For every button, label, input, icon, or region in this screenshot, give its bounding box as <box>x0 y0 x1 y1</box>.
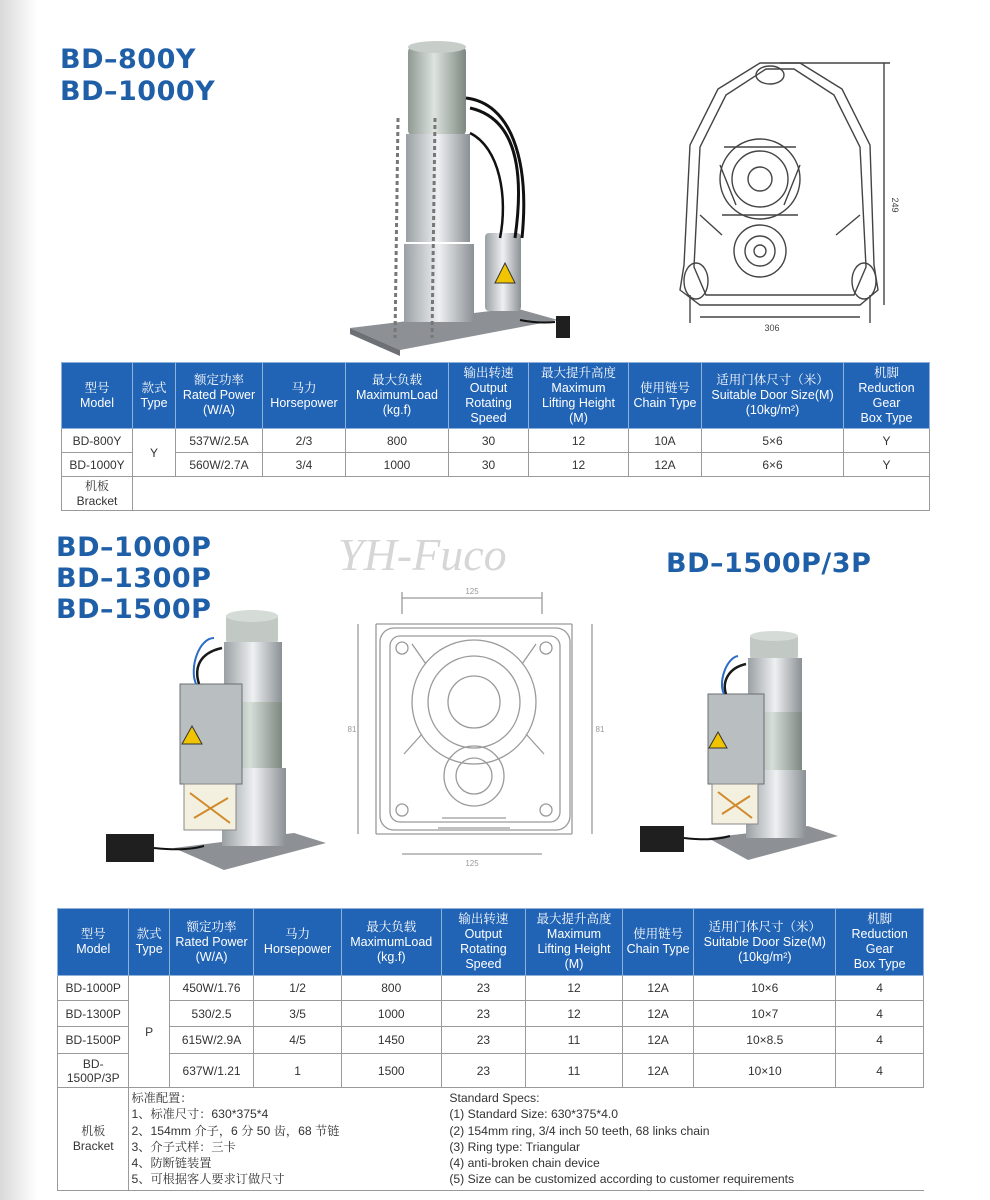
motor-p-image <box>104 608 334 883</box>
model-title-bd1500p-3p: BD–1500P/3P <box>666 548 872 579</box>
spec-table-p <box>57 908 924 1191</box>
table2-header-row <box>58 909 924 976</box>
header-output-speed: 输出转速 Output Rotating Speed <box>449 363 529 429</box>
cell-load: 1500 <box>341 1054 441 1088</box>
header-lifting-height: 最大提升高度 Maximum Lifting Height (M) <box>526 909 623 976</box>
cell-speed: 23 <box>441 1027 526 1054</box>
cell-model: BD-1500P <box>58 1027 129 1054</box>
cell-speed: 23 <box>441 1054 526 1088</box>
cell-chain: 12A <box>622 976 693 1001</box>
cell-height: 12 <box>526 1001 623 1027</box>
header-type: 款式 Type <box>129 909 169 976</box>
cell-height: 12 <box>526 976 623 1001</box>
cell-speed: 23 <box>441 976 526 1001</box>
table-row <box>58 1001 924 1027</box>
header-lifting-height: 最大提升高度 Maximum Lifting Height (M) <box>529 363 629 429</box>
cell-door: 6×6 <box>702 453 844 477</box>
cell-model: BD-1000P <box>58 976 129 1001</box>
cell-model: BD-1000Y <box>62 453 133 477</box>
cell-power: 560W/2.7A <box>176 453 263 477</box>
note-zh-line: 4、防断链装置 <box>131 1156 212 1171</box>
cell-door: 10×8.5 <box>694 1027 836 1054</box>
model-title-bd800y: BD–800Y <box>60 44 196 75</box>
table-row <box>58 1027 924 1054</box>
table1-bracket-row <box>62 477 930 511</box>
page-edge-shadow <box>0 0 38 1200</box>
cell-model: BD-800Y <box>62 429 133 453</box>
header-door-size: 适用门体尺寸（米） Suitable Door Size(M) (10kg/m²) <box>694 909 836 976</box>
cell-gear: 4 <box>836 1001 924 1027</box>
header-gear-box: 机脚 Reduction Gear Box Type <box>844 363 930 429</box>
header-max-load: 最大负载 MaximumLoad (kg.f) <box>341 909 441 976</box>
header-max-load: 最大负载 MaximumLoad (kg.f) <box>346 363 449 429</box>
note-zh-line: 3、介子式样：三卡 <box>131 1139 236 1154</box>
cell-hp: 1/2 <box>254 976 342 1001</box>
cell-power: 637W/1.21 <box>169 1054 254 1088</box>
header-chain-type: 使用链号 Chain Type <box>622 909 693 976</box>
drawing1-width-dim: 306 <box>764 323 780 333</box>
cell-door: 10×7 <box>694 1001 836 1027</box>
note-zh-line: 5、可根据客人要求订做尺寸 <box>131 1172 285 1187</box>
header-model: 型号 Model <box>62 363 133 429</box>
table-row <box>58 1054 924 1088</box>
cell-hp: 4/5 <box>254 1027 342 1054</box>
note-zh-line: 标准配置： <box>131 1091 193 1105</box>
cell-gear: Y <box>844 453 930 477</box>
cell-load: 800 <box>346 429 449 453</box>
header-horsepower: 马力 Horsepower <box>263 363 346 429</box>
cell-speed: 23 <box>441 1001 526 1027</box>
spec-table-y <box>61 362 930 511</box>
cell-speed: 30 <box>449 453 529 477</box>
cell-gear: 4 <box>836 1027 924 1054</box>
note-en-line: Standard Specs: <box>449 1091 540 1105</box>
note-en-line: (1) Standard Size: 630*375*4.0 <box>449 1107 619 1122</box>
cell-height: 12 <box>529 453 629 477</box>
header-output-speed: 输出转速 Output Rotating Speed <box>441 909 526 976</box>
gearbox-drawing-y <box>660 55 900 340</box>
cell-height: 11 <box>526 1054 623 1088</box>
note-zh-line: 1、标准尺寸：630*375*4 <box>131 1107 269 1122</box>
note-zh-line: 2、154mm 介子，6 分 50 齿，68 节链 <box>131 1123 340 1138</box>
cell-chain: 12A <box>622 1054 693 1088</box>
cell-gear: 4 <box>836 1054 924 1088</box>
cell-chain: 12A <box>622 1027 693 1054</box>
cell-load: 1000 <box>341 1001 441 1027</box>
drawing2-left-dim: 81 <box>347 725 357 734</box>
cell-load: 1450 <box>341 1027 441 1054</box>
cell-power: 615W/2.9A <box>169 1027 254 1054</box>
cell-model: BD- 1500P/3P <box>58 1054 129 1088</box>
cell-hp: 2/3 <box>263 429 346 453</box>
drawing1-height-dim: 249 <box>890 197 900 213</box>
cell-hp: 1 <box>254 1054 342 1088</box>
cell-type: P <box>129 976 169 1088</box>
table-row <box>62 429 930 453</box>
cell-height: 11 <box>526 1027 623 1054</box>
drawing2-top-dim: 125 <box>465 587 479 596</box>
header-rated-power: 额定功率 Rated Power (W/A) <box>169 909 254 976</box>
model-title-bd1000p: BD–1000P <box>56 532 212 563</box>
cell-power: 530/2.5 <box>169 1001 254 1027</box>
note-en-line: (3) Ring type: Triangular <box>449 1139 581 1154</box>
motor-p3p-image <box>638 628 843 873</box>
header-chain-type: 使用链号 Chain Type <box>629 363 702 429</box>
header-rated-power: 额定功率 Rated Power (W/A) <box>176 363 263 429</box>
header-model: 型号 Model <box>58 909 129 976</box>
cell-hp: 3/5 <box>254 1001 342 1027</box>
table-row <box>62 453 930 477</box>
cell-bracket-content <box>133 477 930 511</box>
cell-gear: 4 <box>836 976 924 1001</box>
header-door-size: 适用门体尺寸（米） Suitable Door Size(M) (10kg/m²) <box>702 363 844 429</box>
header-horsepower: 马力 Horsepower <box>254 909 342 976</box>
header-type: 款式 Type <box>133 363 176 429</box>
table2-bracket-row <box>58 1088 924 1191</box>
note-en-line: (2) 154mm ring, 3/4 inch 50 teeth, 68 links chain <box>449 1123 710 1138</box>
motor-y-image <box>340 38 570 358</box>
cell-door: 5×6 <box>702 429 844 453</box>
model-title-bd1300p: BD–1300P <box>56 563 212 594</box>
notes-english <box>449 1088 923 1191</box>
cell-bracket-label: 机板 Bracket <box>62 477 133 511</box>
cell-type: Y <box>133 429 176 477</box>
cell-power: 450W/1.76 <box>169 976 254 1001</box>
drawing2-bottom-dim: 125 <box>465 859 479 868</box>
note-en-line: (4) anti-broken chain device <box>449 1156 600 1171</box>
cell-door: 10×10 <box>694 1054 836 1088</box>
cell-power: 537W/2.5A <box>176 429 263 453</box>
table-row <box>58 976 924 1001</box>
cell-load: 1000 <box>346 453 449 477</box>
cell-chain: 12A <box>622 1001 693 1027</box>
cell-chain: 12A <box>629 453 702 477</box>
note-en-line: (5) Size can be customized according to customer requirements <box>449 1172 795 1187</box>
cell-height: 12 <box>529 429 629 453</box>
cell-chain: 10A <box>629 429 702 453</box>
section1-title <box>60 44 215 108</box>
cell-load: 800 <box>341 976 441 1001</box>
cell-speed: 30 <box>449 429 529 453</box>
model-title-bd1000y: BD–1000Y <box>60 76 216 107</box>
cell-hp: 3/4 <box>263 453 346 477</box>
gearbox-drawing-p <box>342 584 612 874</box>
drawing2-right-dim: 81 <box>595 725 605 734</box>
cell-gear: Y <box>844 429 930 453</box>
table1-header-row <box>62 363 930 429</box>
cell-door: 10×6 <box>694 976 836 1001</box>
header-gear-box: 机脚 Reduction Gear Box Type <box>836 909 924 976</box>
model-title-bd1500p: BD–1500P <box>56 594 212 625</box>
watermark-text: YH-Fuco <box>338 529 507 580</box>
cell-model: BD-1300P <box>58 1001 129 1027</box>
cell-bracket-label: 机板 Bracket <box>58 1088 129 1191</box>
